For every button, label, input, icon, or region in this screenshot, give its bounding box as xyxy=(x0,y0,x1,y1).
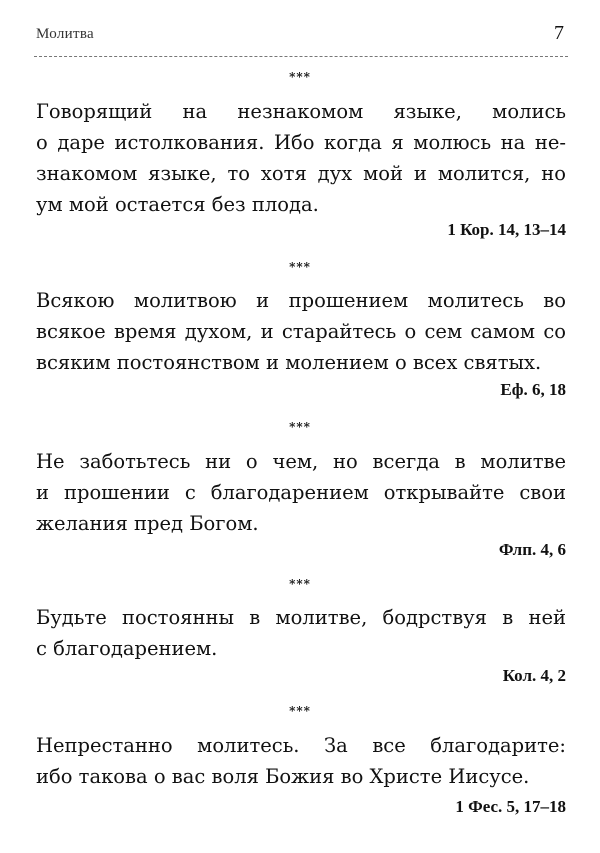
passage-line: ум мой остается без плода. xyxy=(36,193,319,216)
passage-line: Говорящий на незнакомом языке, молись xyxy=(36,100,566,123)
page-number: 7 xyxy=(554,22,564,44)
passage-2 xyxy=(36,285,566,378)
passage-line: желания пред Богом. xyxy=(36,512,259,535)
separator: *** xyxy=(289,260,311,274)
scripture-reference: 1 Фес. 5, 17–18 xyxy=(455,797,566,816)
passage-line: Не заботьтесь ни о чем, но всегда в молитве xyxy=(36,450,566,473)
passage-line: всякое время духом, и старайтесь о сем самом со xyxy=(36,320,566,343)
passage-line: Непрестанно молитесь. За все благодарите: xyxy=(36,734,566,757)
header-divider xyxy=(34,56,568,57)
scripture-reference: 1 Кор. 14, 13–14 xyxy=(447,220,566,239)
passage-line: с благодарением. xyxy=(36,637,218,660)
passage-4 xyxy=(36,602,566,664)
scripture-reference: Кол. 4, 2 xyxy=(502,666,566,685)
passage-line: о даре истолкования. Ибо когда я молюсь на не- xyxy=(36,131,566,154)
separator: *** xyxy=(289,577,311,591)
passage-line: всяким постоянством и молением о всех святых. xyxy=(36,351,542,374)
passage-3 xyxy=(36,446,566,539)
separator: *** xyxy=(289,704,311,718)
passage-line: и прошении с благодарением открывайте свои xyxy=(36,481,566,504)
scripture-reference: Еф. 6, 18 xyxy=(500,380,566,399)
passage-5 xyxy=(36,730,566,792)
scripture-reference: Флп. 4, 6 xyxy=(498,540,566,559)
passage-line: знакомом языке, то хотя дух мой и молится, но xyxy=(36,162,566,185)
passage-line: ибо такова о вас воля Божия во Христе Иисусе. xyxy=(36,765,530,788)
passage-1 xyxy=(36,96,566,220)
separator: *** xyxy=(289,70,311,84)
passage-line: Всякою молитвою и прошением молитесь во xyxy=(36,289,566,312)
separator: *** xyxy=(289,420,311,434)
passage-line: Будьте постоянны в молитве, бодрствуя в ней xyxy=(36,606,566,629)
running-header: Молитва xyxy=(36,26,94,42)
